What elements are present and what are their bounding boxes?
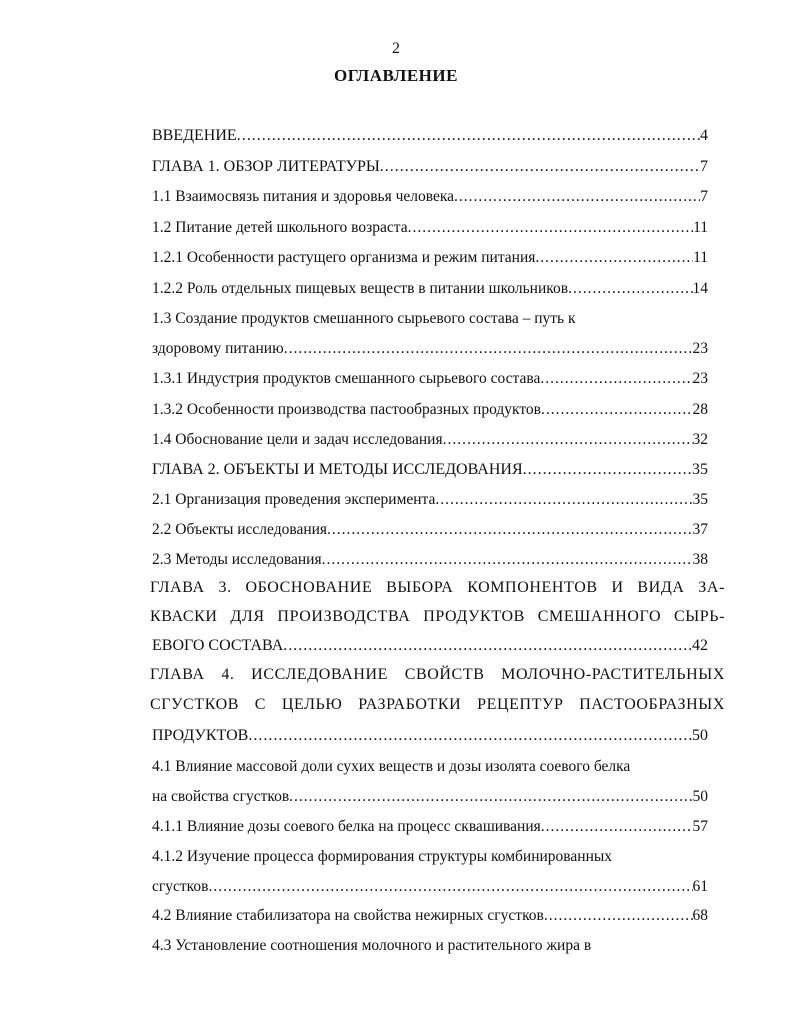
- toc-entry: 1.3 Создание продуктов смешанного сырьевого состава – путь к: [152, 310, 576, 327]
- toc-entry: СГУСТКОВ С ЦЕЛЬЮ РАЗРАБОТКИ РЕЦЕПТУР ПАСТООБРАЗНЫХ: [150, 696, 725, 713]
- toc-entry: 1.2.1 Особенности растущего организма и режим питания ..... 11: [152, 248, 708, 268]
- toc-entry: 1.2.2 Роль отдельных пищевых веществ в питании школьников ..... 14: [152, 279, 708, 299]
- toc-entry: 1.3.1 Индустрия продуктов смешанного сырьевого состава ..... 23: [152, 369, 708, 389]
- toc-entry: ПРОДУКТОВ ..... 50: [152, 726, 708, 746]
- toc-entry: ЕВОГО СОСТАВА ..... 42: [152, 636, 708, 656]
- toc-entry: ГЛАВА 1. ОБЗОР ЛИТЕРАТУРЫ ..... 7: [152, 157, 708, 177]
- toc-entry: КВАСКИ ДЛЯ ПРОИЗВОДСТВА ПРОДУКТОВ СМЕШАННОГО СЫРЬ-: [150, 608, 725, 625]
- toc-entry: сгустков ..... 61: [152, 877, 708, 897]
- toc-entry: 1.3.2 Особенности производства пастообразных продуктов ..... 28: [152, 400, 708, 420]
- toc-entry: ВВЕДЕНИЕ ..... 4: [152, 126, 708, 146]
- toc-entry: на свойства сгустков ..... 50: [152, 787, 708, 807]
- toc-entry: ГЛАВА 2. ОБЪЕКТЫ И МЕТОДЫ ИССЛЕДОВАНИЯ ..... 35: [152, 460, 708, 480]
- toc-entry: 1.2 Питание детей школьного возраста ..... 11: [152, 218, 708, 238]
- toc-entry: 4.2 Влияние стабилизатора на свойства нежирных сгустков ..... 68: [152, 906, 708, 926]
- toc-entry: 2.2 Объекты исследования ..... 37: [152, 520, 708, 540]
- toc-entry: 4.3 Установление соотношения молочного и растительного жира в: [152, 937, 592, 954]
- page-title: ОГЛАВЛЕНИЕ: [334, 66, 458, 85]
- toc-entry: здоровому питанию ..... 23: [152, 339, 708, 359]
- toc-entry: ГЛАВА 3. ОБОСНОВАНИЕ ВЫБОРА КОМПОНЕНТОВ И ВИДА ЗА-: [150, 579, 725, 596]
- toc-entry: 1.4 Обоснование цели и задач исследования ..... 32: [152, 430, 708, 450]
- toc-entry: 4.1.2 Изучение процесса формирования структуры комбинированных: [152, 848, 613, 865]
- toc-entry: ГЛАВА 4. ИССЛЕДОВАНИЕ СВОЙСТВ МОЛОЧНО-РАСТИТЕЛЬНЫХ: [150, 666, 725, 683]
- toc-entry: 4.1 Влияние массовой доли сухих веществ и дозы изолята соевого белка: [152, 758, 631, 775]
- toc-entry: 2.1 Организация проведения эксперимента ..... 35: [152, 490, 708, 510]
- toc-entry: 4.1.1 Влияние дозы соевого белка на процесс сквашивания ..... 57: [152, 817, 708, 837]
- toc-entry: 2.3 Методы исследования ..... 38: [152, 550, 708, 570]
- toc-entry: 1.1 Взаимосвязь питания и здоровья человека ..... 7: [152, 187, 708, 207]
- page-number: 2: [392, 40, 400, 57]
